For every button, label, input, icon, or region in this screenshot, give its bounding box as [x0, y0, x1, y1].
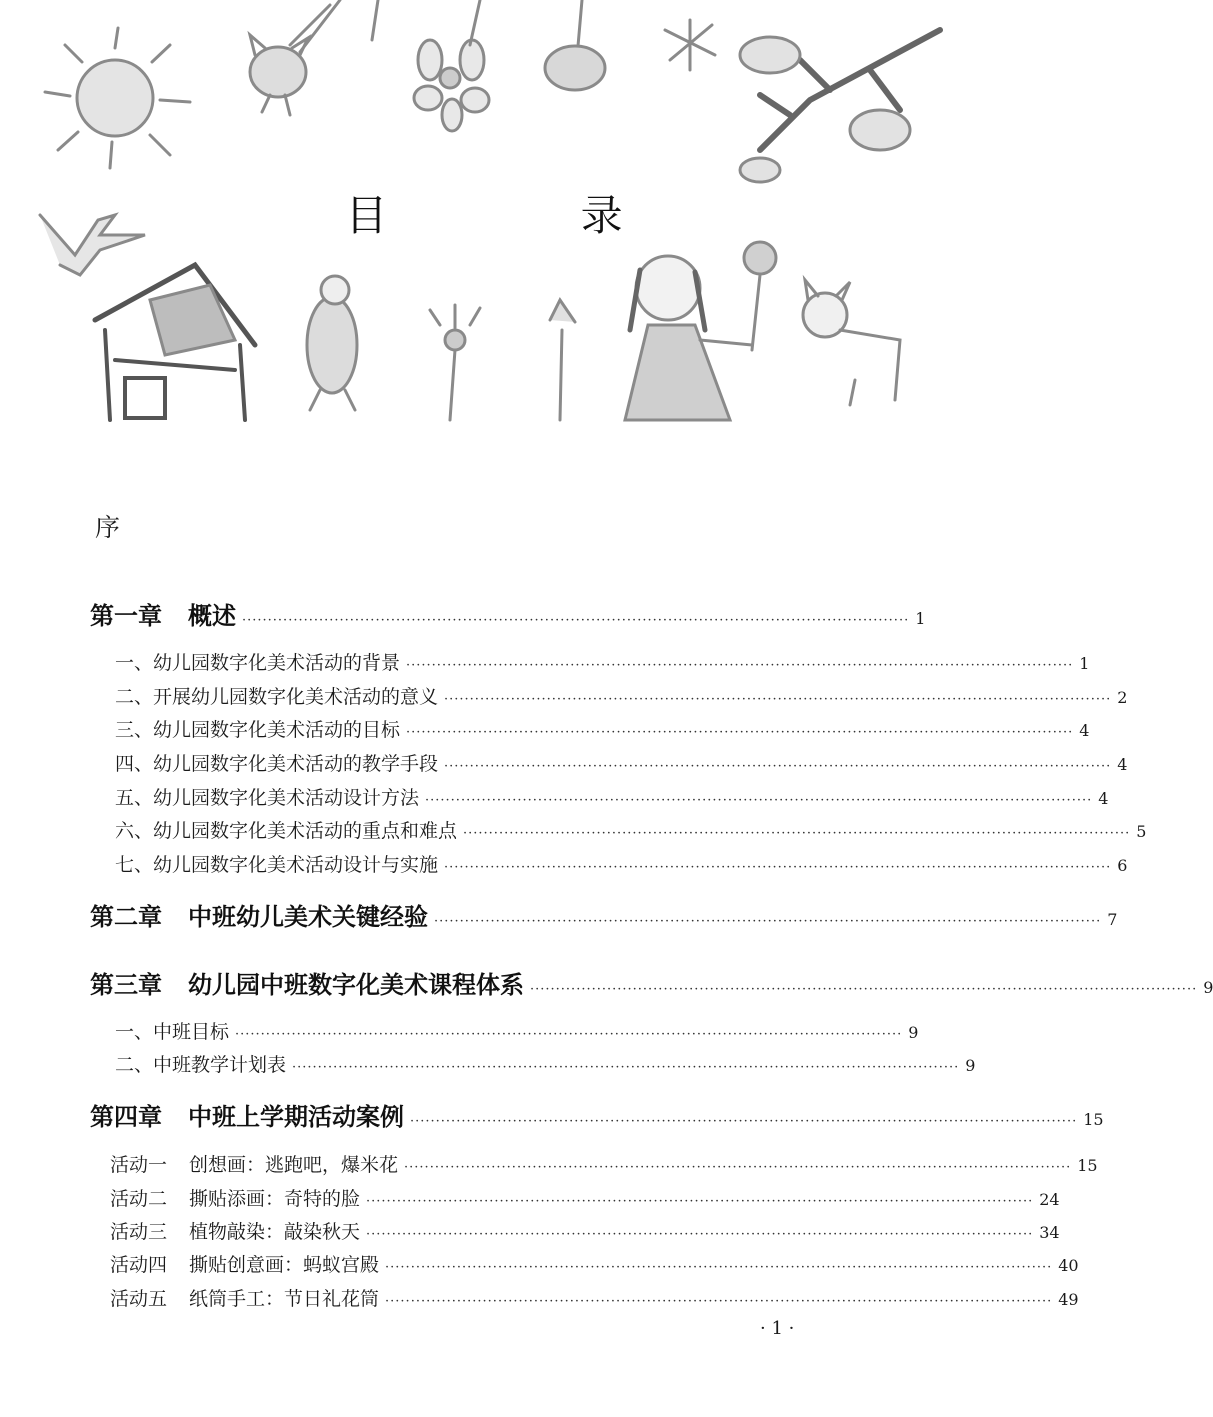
toc-chapter-row [90, 897, 1118, 932]
chapter-label: 第二章 [90, 903, 162, 931]
activity-title: 撕贴创意画：蚂蚁宫殿 [189, 1254, 380, 1276]
page-number: 24 [1039, 1190, 1060, 1209]
chapter-title: 幼儿园中班数字化美术课程体系 [188, 971, 524, 999]
toc-activity-row [110, 1150, 1098, 1177]
page-number: 6 [1117, 856, 1128, 875]
page-number: 4 [1098, 789, 1109, 808]
activity-title: 纸筒手工：节日礼花筒 [189, 1288, 380, 1310]
page-number: 40 [1058, 1256, 1079, 1275]
page-number: 49 [1058, 1290, 1079, 1309]
activity-title: 植物敲染：敲染秋天 [189, 1221, 361, 1243]
dot-leader: ·································································································································· [406, 658, 1074, 673]
cat-drawing [803, 280, 900, 405]
toc-activity-row [110, 1284, 1079, 1311]
toc-chapter-row [90, 1097, 1104, 1132]
dot-leader: ·································································································································· [410, 1114, 1078, 1129]
dot-leader: ·································································································································· [292, 1060, 960, 1075]
section-title: 七、幼儿园数字化美术活动设计与实施 [115, 854, 439, 876]
section-title: 二、开展幼儿园数字化美术活动的意义 [115, 686, 439, 708]
toc-chapter-row [90, 965, 1213, 1000]
toc-chapter-row [90, 596, 926, 631]
dot-leader: ·································································································································· [530, 982, 1198, 997]
chapter-label: 第一章 [90, 602, 162, 630]
page-number: 1 [1079, 654, 1090, 673]
page-number: 15 [1077, 1156, 1098, 1175]
section-title: 四、幼儿园数字化美术活动的教学手段 [115, 753, 439, 775]
page-number: 9 [965, 1056, 976, 1075]
page-number: 1 [915, 609, 926, 628]
activity-label: 活动三 [110, 1221, 168, 1243]
page-number: 15 [1083, 1110, 1104, 1129]
activity-title: 创想画：逃跑吧，爆米花 [189, 1154, 399, 1176]
tree-drawing [740, 30, 940, 182]
dot-leader: ·································································································································· [385, 1260, 1053, 1275]
flower-drawing [430, 242, 776, 420]
activity-label: 活动一 [110, 1154, 168, 1176]
toc-section-row [115, 1017, 919, 1044]
section-title: 一、中班目标 [115, 1021, 230, 1043]
page-number: 34 [1039, 1223, 1060, 1242]
activity-label: 活动二 [110, 1188, 168, 1210]
section-title: 六、幼儿园数字化美术活动的重点和难点 [115, 820, 458, 842]
dot-leader: ·································································································································· [444, 692, 1112, 707]
dot-leader: ·································································································································· [242, 613, 910, 628]
dot-leader: ·································································································································· [444, 860, 1112, 875]
preface-heading: 序 [95, 513, 121, 542]
page-number: 4 [1079, 721, 1090, 740]
page-number: 4 [1117, 755, 1128, 774]
section-title: 三、幼儿园数字化美术活动的目标 [115, 719, 401, 741]
dot-leader: ·································································································································· [463, 826, 1131, 841]
toc-section-row [115, 749, 1128, 776]
activity-label: 活动五 [110, 1288, 168, 1310]
dot-leader: ·································································································································· [366, 1194, 1034, 1209]
girl-drawing [625, 256, 752, 420]
chapter-title: 概述 [188, 602, 236, 630]
toc-activity-row [110, 1184, 1060, 1211]
toc-activity-row [110, 1217, 1060, 1244]
flower-drawing [372, 0, 715, 131]
toc-section-row [115, 1050, 976, 1077]
page-number: 2 [1117, 688, 1128, 707]
house-drawing [95, 265, 255, 420]
toc-section-row [115, 715, 1090, 742]
dot-leader: ·································································································································· [366, 1227, 1034, 1242]
dot-leader: ·································································································································· [425, 793, 1093, 808]
chapter-title: 中班上学期活动案例 [188, 1103, 404, 1131]
dot-leader: ·································································································································· [444, 759, 1112, 774]
dot-leader: ·································································································································· [434, 914, 1102, 929]
penguin-drawing [307, 276, 357, 410]
dot-leader: ·································································································································· [385, 1294, 1053, 1309]
chapter-title: 中班幼儿美术关键经验 [188, 903, 428, 931]
page-number: 5 [1136, 822, 1147, 841]
toc-section-row [115, 783, 1109, 810]
sun-drawing [45, 28, 190, 168]
activity-label: 活动四 [110, 1254, 168, 1276]
toc-section-row [115, 682, 1128, 709]
page-number: 9 [1203, 978, 1213, 997]
toc-section-row [115, 850, 1128, 877]
section-title: 二、中班教学计划表 [115, 1054, 287, 1076]
dot-leader: ·································································································································· [235, 1027, 903, 1042]
toc-section-row [115, 648, 1090, 675]
chapter-label: 第三章 [90, 971, 162, 999]
activity-title: 撕贴添画：奇特的脸 [189, 1188, 361, 1210]
toc-section-row [115, 816, 1147, 843]
cat-drawing [250, 0, 340, 115]
section-title: 五、幼儿园数字化美术活动设计方法 [115, 787, 420, 809]
chapter-label: 第四章 [90, 1103, 162, 1131]
page-number: 7 [1107, 910, 1118, 929]
dot-leader: ·································································································································· [406, 725, 1074, 740]
section-title: 一、幼儿园数字化美术活动的背景 [115, 652, 401, 674]
footer-page-number: · 1 · [760, 1318, 795, 1339]
page-title: 目 录 [345, 191, 713, 240]
page-number: 9 [908, 1023, 919, 1042]
toc-activity-row [110, 1250, 1079, 1277]
dot-leader: ·································································································································· [404, 1160, 1072, 1175]
